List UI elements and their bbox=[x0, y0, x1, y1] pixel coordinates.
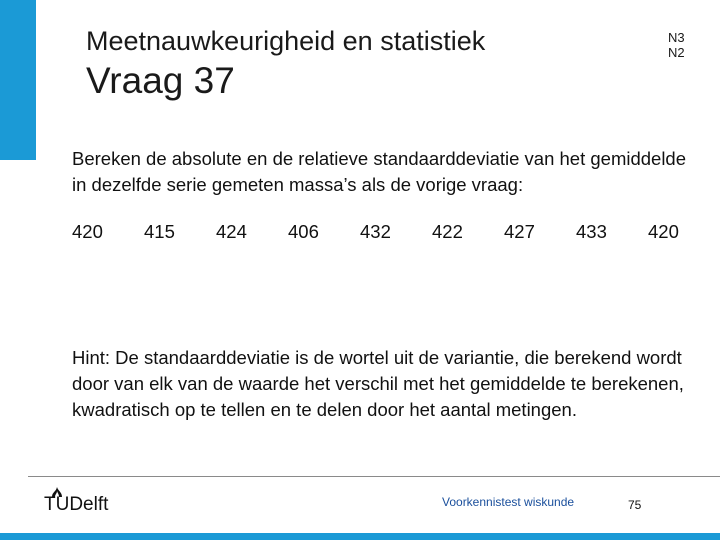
measurement-value: 424 bbox=[216, 221, 247, 242]
page-number: 75 bbox=[628, 498, 642, 512]
measurement-value: 422 bbox=[432, 221, 463, 242]
measurement-value: 427 bbox=[504, 221, 535, 242]
measurement-value: 415 bbox=[144, 221, 175, 242]
slide-title: Vraag 37 bbox=[86, 60, 235, 101]
measurement-value: 406 bbox=[288, 221, 319, 242]
accent-bottom-bar bbox=[0, 533, 720, 540]
footer-divider bbox=[28, 476, 720, 477]
measurement-value: 432 bbox=[360, 221, 391, 242]
measurement-value: 420 bbox=[648, 221, 679, 242]
level-tags bbox=[668, 30, 698, 60]
question-text: Bereken de absolute en de relatieve standaarddeviatie van het gemiddelde in dezelfde serie gemeten massa’s als de vorige vraag: bbox=[72, 148, 687, 195]
level-tag-n2: N2 bbox=[668, 45, 685, 60]
course-name: Voorkennistest wiskunde bbox=[442, 495, 575, 509]
hint-text: Hint: De standaarddeviatie is de wortel uit de variantie, die berekend wordt door van elk van de waarde het verschil met het gemiddelde te berekenen, kwadratisch op te tellen en te delen door het aantal metingen. bbox=[72, 347, 684, 420]
accent-side-bar bbox=[0, 0, 36, 160]
level-tag-n3: N3 bbox=[668, 30, 685, 45]
measurement-list bbox=[72, 221, 692, 249]
logo-wordmark: TUDelft bbox=[44, 494, 109, 515]
slide-subtitle: Meetnauwkeurigheid en statistiek bbox=[86, 26, 486, 56]
tu-delft-logo bbox=[44, 486, 124, 520]
measurement-value: 420 bbox=[72, 221, 103, 242]
measurement-value: 433 bbox=[576, 221, 607, 242]
